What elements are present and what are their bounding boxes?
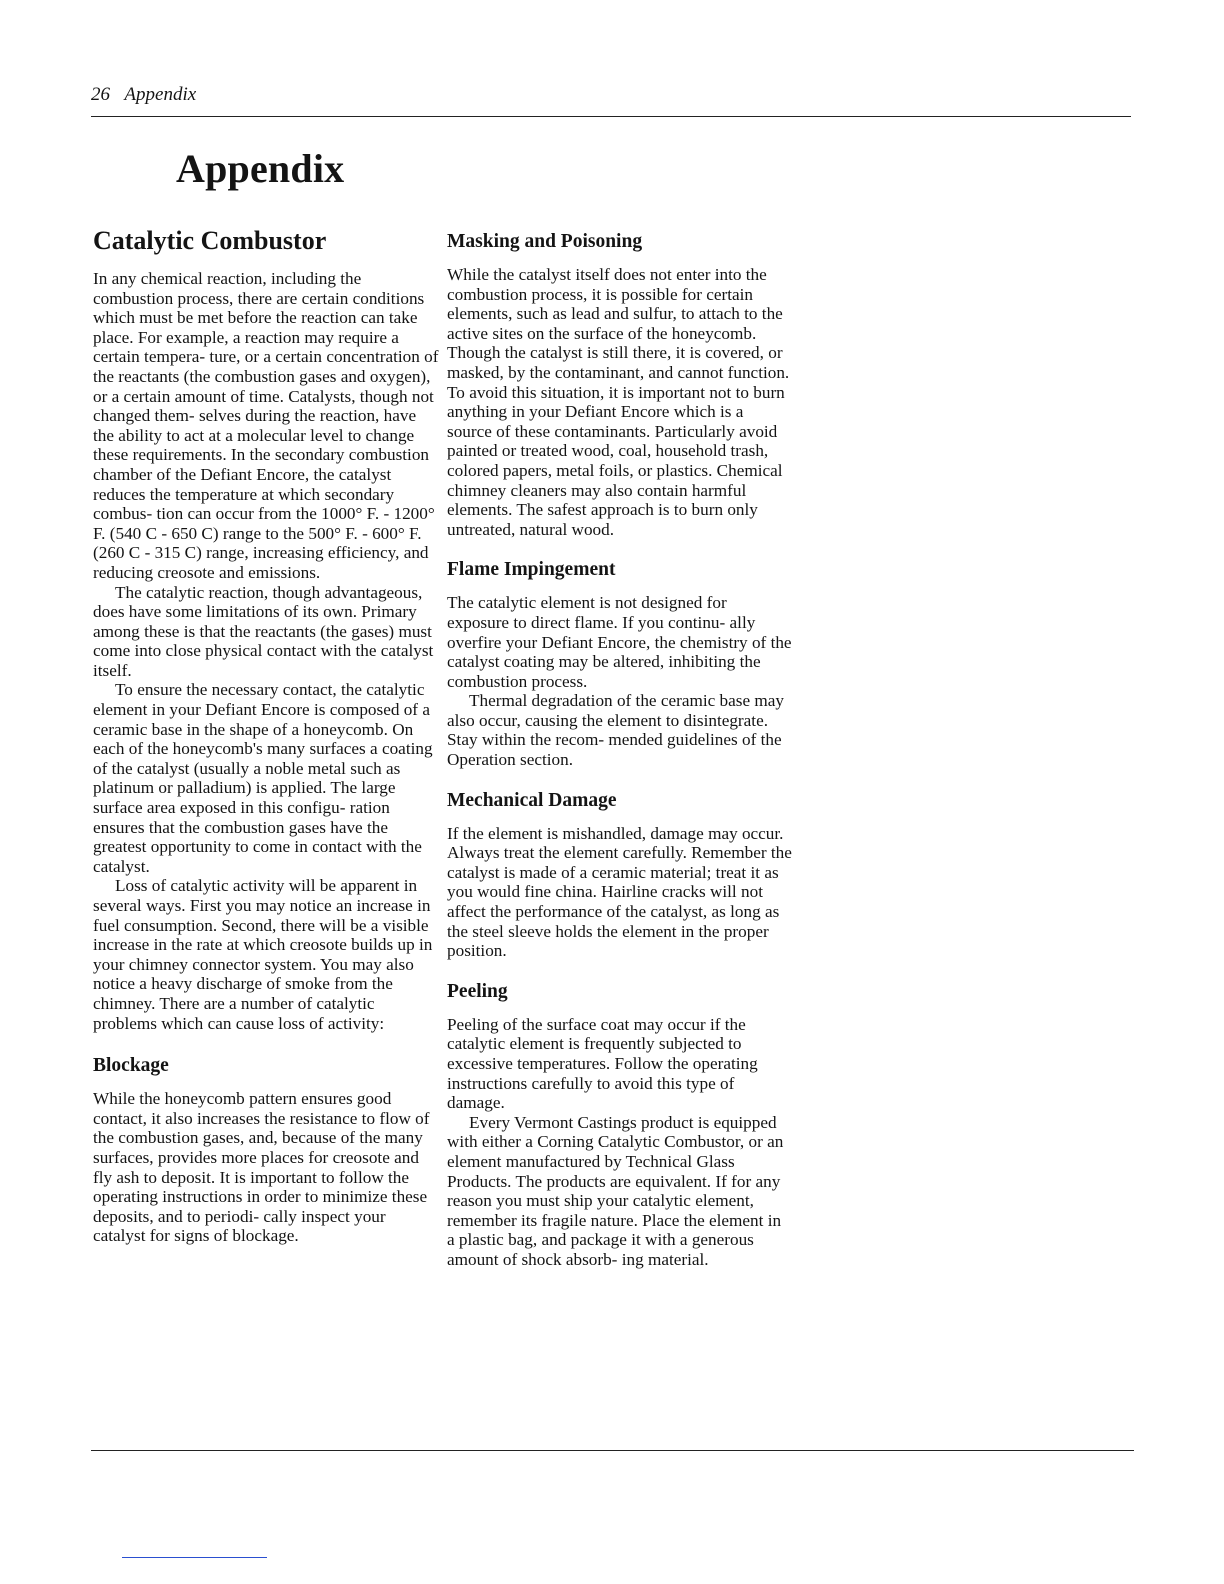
paragraph-limitations: The catalytic reaction, though advantageous, does have some limitations of its own. Primary among these is that the reactants (the gases) must come into close physical contact with the catalyst itself. [93, 582, 434, 680]
heading-blockage: Blockage [93, 1055, 169, 1077]
section-title-catalytic-combustor: Catalytic Combustor [93, 226, 327, 255]
paragraph-blockage: While the honeycomb pattern ensures good contact, it also increases the resistance to flow of the combustion gases, and, because of the many surfaces, provides more places for creosote and fly ash to deposit. It is important to follow the operating instructions in order to minimize these deposits, and to periodi- cally inspect your catalyst for signs of blockage. [93, 1089, 430, 1246]
heading-mechanical-damage: Mechanical Damage [447, 789, 617, 811]
left-column [93, 226, 441, 1246]
heading-peeling: Peeling [447, 980, 508, 1002]
running-header [91, 84, 196, 106]
paragraph-flame-2: Thermal degradation of the ceramic base may also occur, causing the element to disintegrate. Stay within the recom- mended guidelines of the Operation section. [447, 691, 784, 770]
page-title: Appendix [176, 146, 345, 191]
paragraph-flame-1: The catalytic element is not designed for exposure to direct flame. If you continu- ally overfire your Defiant Encore, the chemistry of the catalyst coating may be altered, inhibiting the combustion process. [447, 593, 792, 691]
paragraph-masking: While the catalyst itself does not enter into the combustion process, it is possible for certain elements, such as lead and sulfur, to attach to the active sites on the surface of the honeycomb. Though the catalyst is still there, it is covered, or masked, by the contaminant, and cannot function. To avoid this situation, it is important not to burn anything in your Defiant Encore which is a source of these contaminants. Particularly avoid painted or treated wood, coal, household trash, colored papers, metal foils, or plastics. Chemical chimney cleaners may also contain harmful elements. The safest approach is to burn only untreated, natural wood. [447, 265, 790, 539]
heading-masking-poisoning: Masking and Poisoning [447, 231, 643, 252]
paragraph-honeycomb: To ensure the necessary contact, the catalytic element in your Defiant Encore is composed of a ceramic base in the shape of a honeycomb. On each of the honeycomb's many surfaces a coating of the catalyst (usually a noble metal such as platinum or palladium) is applied. The large surface area exposed in this configu- ration ensures that the combustion gases have the greatest opportunity to come in contact with the catalyst. [93, 680, 433, 876]
paragraph-mechanical: If the element is mishandled, damage may occur. Always treat the element carefully. Remember the catalyst is made of a ceramic material; treat it as you would fine china. Hairline cracks will not affect the performance of the catalyst, as long as the steel sleeve holds the element in the proper position. [447, 823, 792, 961]
header-rule [91, 116, 1131, 117]
paragraph-peeling-2: Every Vermont Castings product is equipped with either a Corning Catalytic Combustor, or an element manufactured by Technical Glass Products. The products are equivalent. If for any reason you must ship your catalytic element, remember its fragile nature. Place the element in a plastic bag, and package it with a generous amount of shock absorb- ing material. [447, 1112, 784, 1269]
footer-rule [91, 1450, 1134, 1451]
heading-flame-impingement: Flame Impingement [447, 559, 616, 581]
paragraph-peeling-1: Peeling of the surface coat may occur if the catalytic element is frequently subjected to excessive temperatures. Follow the operating instructions carefully to avoid this type of damage. [447, 1014, 758, 1113]
right-column [447, 231, 792, 1270]
running-title: Appendix [124, 84, 197, 105]
footnote-rule [122, 1557, 267, 1558]
paragraph-loss-of-activity: Loss of catalytic activity will be apparent in several ways. First you may notice an increase in fuel consumption. Second, there will be a visible increase in the rate at which creosote builds up in your chimney connector system. You may also notice a heavy discharge of smoke from the chimney. There are a number of catalytic problems which can cause loss of activity: [93, 876, 433, 1033]
page-number: 26 [91, 84, 110, 105]
paragraph-intro: In any chemical reaction, including the combustion process, there are certain conditions which must be met before the reaction can take place. For example, a reaction may require a certain tempera- ture, or a certain concentration of the reactants (the combustion gases and oxygen), or a certain amount of time. Catalysts, though not changed them- selves during the reaction, have the ability to act at a molecular level to change these requirements. In the secondary combustion chamber of the Defiant Encore, the catalyst reduces the temperature at which secondary combus- tion can occur from the 1000° F. - 1200° F. (540 C - 650 C) range to the 500° F. - 600° F. (260 C - 315 C) range, increasing efficiency, and reducing creosote and emissions. [93, 269, 439, 582]
